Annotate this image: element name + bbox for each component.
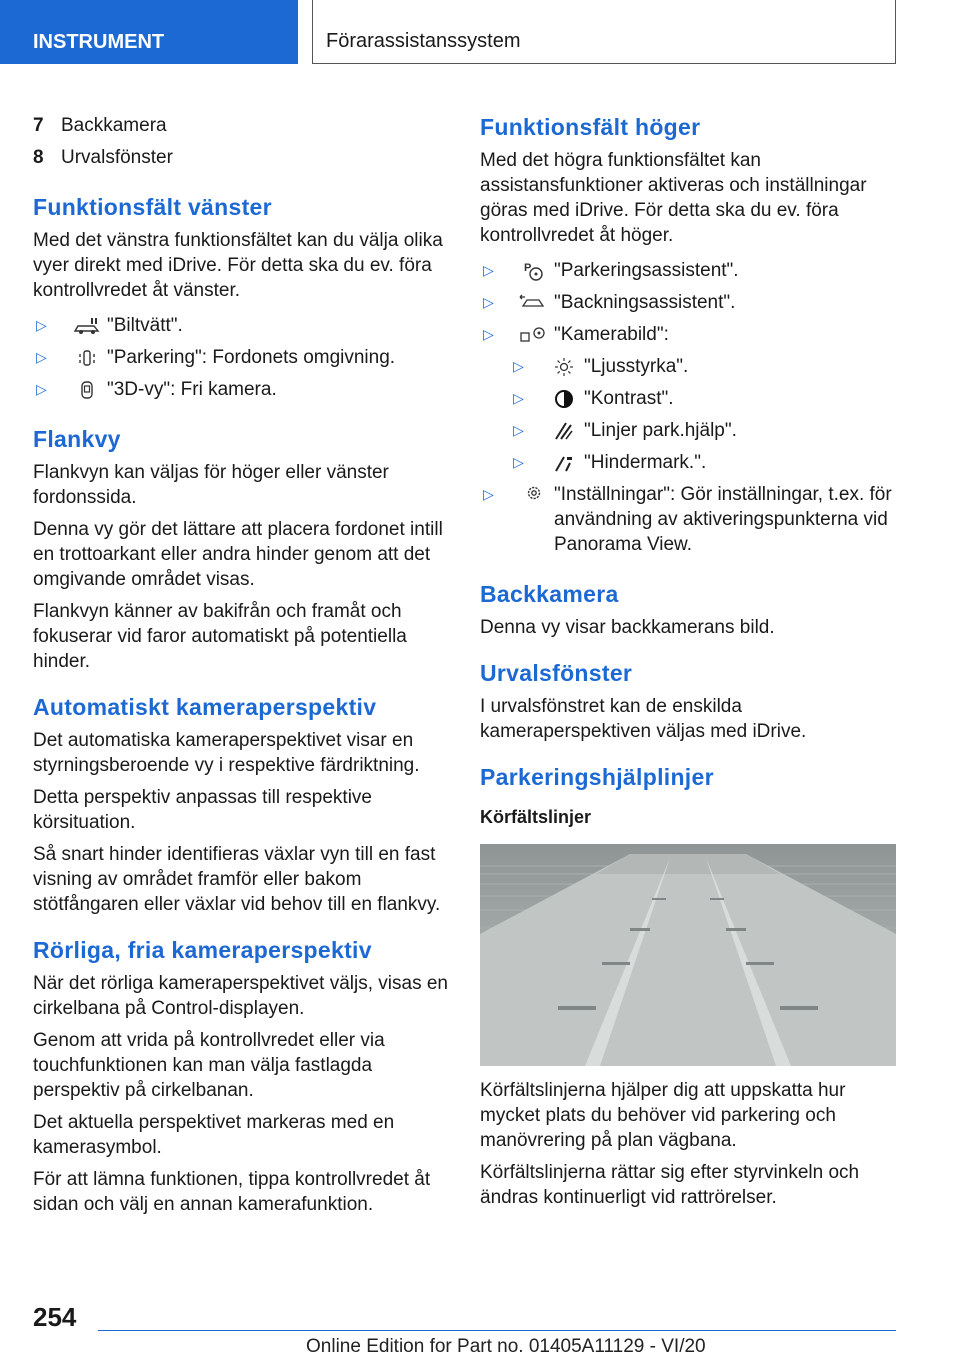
section-heading-urvalsfonster: Urvalsfönster (480, 660, 633, 686)
bullet-list (480, 255, 896, 561)
page-number: 254 (33, 1302, 77, 1332)
list-item-text: "Hindermark.". (584, 452, 707, 473)
legend-label: Backkamera (61, 115, 167, 136)
left-column (33, 110, 449, 1224)
list-item (480, 255, 896, 287)
section-heading-flankvy: Flankvy (33, 426, 121, 452)
section-heading-backkamera: Backkamera (480, 581, 619, 607)
list-subitem (480, 351, 896, 383)
paragraph: Flankvyn känner av bakifrån och framåt och fokuserar vid faror automatiskt på potentiella hinder. (33, 601, 407, 672)
paragraph: Detta perspektiv anpassas till respektive körsituation. (33, 787, 372, 833)
reversing-assistant-icon (518, 292, 550, 314)
list-item-text: "Backningsassistent". (554, 292, 736, 313)
bullet-triangle-icon: ▷ (483, 294, 494, 310)
list-item-text: "Linjer park.hjälp". (584, 420, 737, 441)
list-item-text: "Biltvätt". (107, 315, 183, 336)
bullet-triangle-icon: ▷ (513, 454, 524, 470)
list-item-text: "Ljusstyrka". (584, 356, 689, 377)
bullet-triangle-icon: ▷ (36, 317, 47, 333)
list-item-text: "3D-vy": Fri kamera. (107, 379, 277, 400)
legend-number: 7 (33, 115, 44, 136)
list-item-text: "Parkering": Fordonets omgivning. (107, 347, 396, 368)
car-wash-icon (71, 315, 103, 337)
bullet-list (33, 310, 449, 406)
right-column (480, 110, 896, 1217)
paragraph: Det aktuella perspektivet markeras med en kamerasymbol. (33, 1112, 395, 1158)
list-item-text: "Kamerabild": (554, 324, 669, 345)
bullet-triangle-icon: ▷ (483, 486, 494, 502)
list-item (33, 342, 449, 374)
list-subitem (480, 415, 896, 447)
obstacle-marking-icon (548, 452, 580, 474)
parking-lines-icon (548, 420, 580, 442)
3d-view-car-icon (71, 379, 103, 401)
paragraph: Körfältslinjerna hjälper dig att uppskatta hur mycket plats du behöver vid parkering och manövrering på plan vägbana. (480, 1080, 846, 1151)
footer-edition-text: Online Edition for Part no. 01405A11129 - VI/20 (306, 1336, 706, 1357)
section-heading-funktionsfalt-hoger: Funktionsfält höger (480, 114, 701, 140)
paragraph: För att lämna funktionen, tippa kontrollvredet åt sidan och välj en annan kamerafunktion. (33, 1169, 431, 1215)
svg-text:P: P (524, 261, 532, 274)
legend-item (33, 110, 449, 142)
header-chapter-tab: INSTRUMENT (0, 0, 298, 64)
bullet-triangle-icon: ▷ (513, 358, 524, 374)
paragraph: Denna vy gör det lättare att placera fordonet intill en trottoarkant eller andra hinder genom att det omgivande området visas. (33, 519, 443, 590)
header-section-title: Förarassistanssystem (312, 0, 896, 64)
bullet-triangle-icon: ▷ (36, 349, 47, 365)
paragraph: När det rörliga kameraperspektivet väljs, visas en cirkelbana på Control-displayen. (33, 973, 449, 1019)
section-heading-automatiskt: Automatiskt kameraperspektiv (33, 694, 377, 720)
section-heading-funktionsfalt-vanster: Funktionsfält vänster (33, 194, 272, 220)
legend-number: 8 (33, 147, 44, 168)
bullet-triangle-icon: ▷ (483, 262, 494, 278)
list-item-text: "Inställningar": Gör inställningar, t.ex. för användning av aktiveringspunkterna vid Panorama View. (554, 484, 892, 555)
list-item-text: "Kontrast". (584, 388, 674, 409)
paragraph: Med det högra funktionsfältet kan assistansfunktioner aktiveras och inställningar göras med iDrive. För detta ska du ev. föra kontrollvredet åt höger. (480, 150, 867, 246)
list-subitem (480, 447, 896, 479)
camera-settings-icon (518, 324, 550, 346)
legend-item (33, 142, 449, 174)
contrast-icon (548, 388, 580, 410)
list-item (33, 310, 449, 342)
subheading-korfaltslinjer: Körfältslinjer (480, 807, 592, 827)
paragraph: Genom att vrida på kontrollvredet eller via touchfunktionen kan man välja fastlagda perspektiv på cirkelbanan. (33, 1030, 385, 1101)
list-subitem (480, 383, 896, 415)
paragraph: Denna vy visar backkamerans bild. (480, 617, 775, 638)
parking-car-icon (71, 347, 103, 369)
footer-divider (98, 1330, 896, 1331)
lane-lines-illustration (480, 844, 896, 1066)
paragraph: Så snart hinder identifieras växlar vyn till en fast visning av området framför eller bakom stötfångaren eller växlar vid behov till en flankvy. (33, 844, 441, 915)
list-item-text: "Parkeringsassistent". (554, 260, 739, 281)
list-item (480, 479, 896, 561)
brightness-icon (548, 356, 580, 378)
list-item (33, 374, 449, 406)
bullet-triangle-icon: ▷ (513, 422, 524, 438)
paragraph: Körfältslinjerna rättar sig efter styrvinkeln och ändras kontinuerligt vid rattrörelser. (480, 1162, 860, 1208)
bullet-triangle-icon: ▷ (36, 381, 47, 397)
paragraph: Flankvyn kan väljas för höger eller vänster fordonssida. (33, 462, 389, 508)
bullet-triangle-icon: ▷ (483, 326, 494, 342)
list-item (480, 287, 896, 319)
paragraph: Det automatiska kameraperspektivet visar en styrningsberoende vy i respektive färdriktning. (33, 730, 420, 776)
bullet-triangle-icon: ▷ (513, 390, 524, 406)
parking-assistant-icon (518, 260, 550, 282)
paragraph: Med det vänstra funktionsfältet kan du välja olika vyer direkt med iDrive. För detta ska du ev. föra kontrollvredet åt vänster. (33, 230, 443, 301)
section-heading-parkeringshjalplinjer: Parkeringshjälplinjer (480, 764, 714, 790)
section-heading-rorliga: Rörliga, fria kameraperspektiv (33, 937, 372, 963)
paragraph: I urvalsfönstret kan de enskilda kameraperspektiven väljas med iDrive. (480, 696, 807, 742)
list-item (480, 319, 896, 351)
legend-label: Urvalsfönster (61, 147, 173, 168)
settings-gear-icon (518, 482, 550, 504)
